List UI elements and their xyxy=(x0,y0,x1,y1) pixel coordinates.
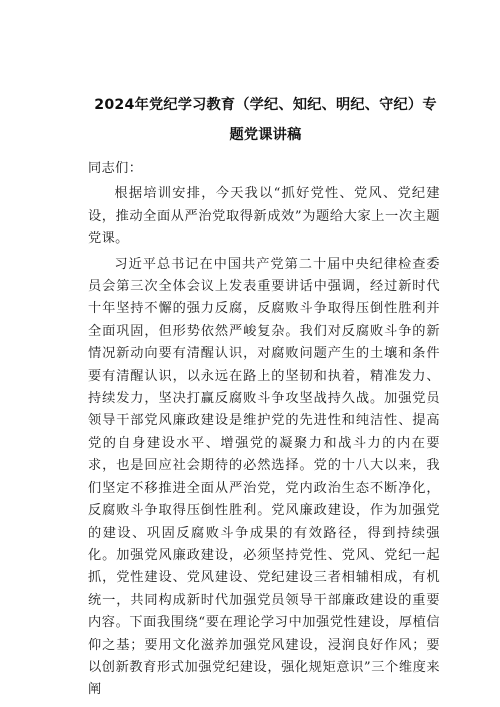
document-body xyxy=(88,158,440,702)
paragraph-main: 习近平总书记在中国共产党第二十届中央纪律检查委员会第三次全体会议上发表重要讲话中强调，经过新时代十年坚持不懈的强力反腐，反腐败斗争取得压倒性胜利并全面巩固，但形势依然严峻复杂。我们对反腐败斗争的新情况新动向要有清醒认识，对腐败问题产生的土壤和条件要有清醒认识，以永远在路上的坚韧和执着，精准发力、持续发力，坚决打赢反腐败斗争攻坚战持久战。加强党员领导干部党风廉政建设是维护党的先进性和纯洁性、提高党的自身建设水平、增强党的凝聚力和战斗力的内在要求，也是回应社会期待的必然选择。党的十八大以来，我们坚定不移推进全面从严治党，党内政治生态不断净化，反腐败斗争取得压倒性胜利。党风廉政建设，作为加强党的建设、巩固反腐败斗争成果的有效路径，得到持续强化。加强党风廉政建设，必须坚持党性、党风、党纪一起抓，党性建设、党风建设、党纪建设三者相辅相成，有机统一，共同构成新时代加强党员领导干部廉政建设的重要内容。下面我围绕“要在理论学习中加强党性建设，厚植信仰之基；要用文化滋养加强党风建设，浸润良好作风；要以创新教育形式加强党纪建设，强化规矩意识”三个维度来阐 xyxy=(88,256,440,698)
salutation: 同志们： xyxy=(88,161,143,176)
document-title: 2024年党纪学习教育（学纪、知纪、明纪、守纪）专题党课讲稿 xyxy=(94,97,437,143)
paragraph-intro: 根据培训安排，今天我以“抓好党性、党风、党纪建设，推动全面从严治党取得新成效”为题给大家上一次主题党课。 xyxy=(88,186,440,247)
